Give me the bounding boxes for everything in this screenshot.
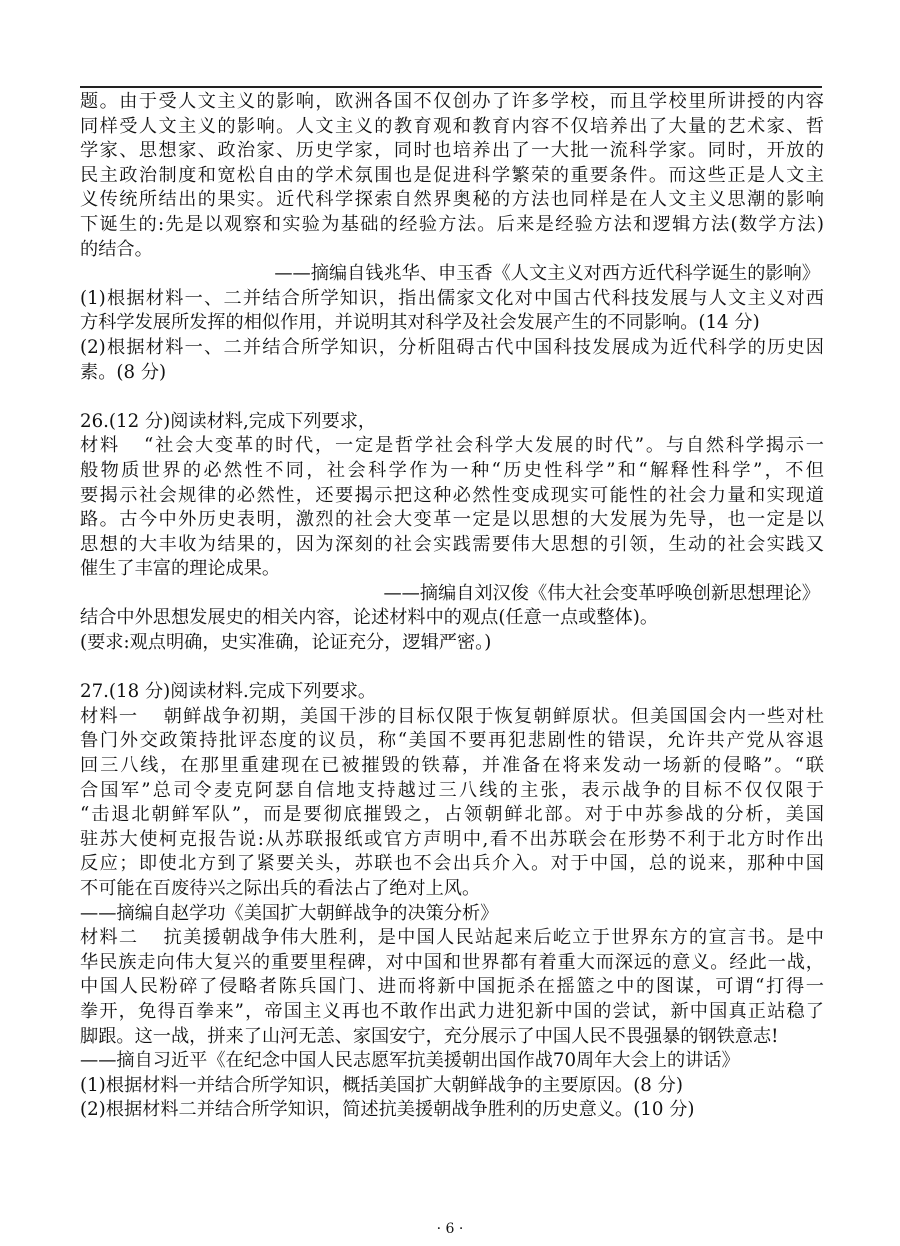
question-line: 方科学发展所发挥的相似作用，并说明其对科学及社会发展产生的不同影响。(14 分) — [80, 312, 760, 334]
text-line: 要揭示社会规律的必然性，还要揭示把这种必然性变成现实可能性的社会力量和实现道 — [80, 484, 824, 506]
material-text: 抗美援朝战争伟大胜利，是中国人民站起来后屹立于世界东方的宣言书。是中 — [162, 927, 824, 949]
text-line: 拳开，免得百拳来”，帝国主义再也不敢作出武力进犯新中国的尝试，新中国真正站稳了 — [80, 1000, 824, 1022]
spacer — [80, 385, 824, 410]
text-line: 催生了丰富的理论成果。 — [80, 558, 281, 580]
text-line: “击退北朝鲜军队”，而是要彻底摧毁之，占领朝鲜北部。对于中苏参战的分析，美国 — [80, 804, 824, 826]
page-number: · 6 · — [436, 1221, 464, 1237]
question-header: 26.(12 分)阅读材料,完成下列要求， — [80, 410, 377, 432]
spacer — [80, 656, 824, 681]
question-27 — [80, 680, 824, 1123]
intro-material — [80, 90, 824, 287]
material-label: 材料二 — [80, 927, 139, 949]
text-line: 下诞生的:先是以观察和实验为基础的经验方法。后来是经验方法和逻辑方法(数学方法) — [80, 213, 824, 235]
material-label: 材料 — [80, 435, 120, 457]
text-line: 义传统所结出的果实。近代科学探索自然界奥秘的方法也同样是在人文主义思潮的影响 — [80, 189, 824, 211]
material-text: 朝鲜战争初期，美国干涉的目标仅限于恢复朝鲜原状。但美国国会内一些对杜 — [162, 705, 824, 727]
text-line: 民主政治制度和宽松自由的学术氛围也是促进科学繁荣的重要条件。而这些正是人文主 — [80, 164, 824, 186]
task-line: 结合中外思想发展史的相关内容，论述材料中的观点(任意一点或整体)。 — [80, 607, 659, 629]
material-first-line — [80, 926, 824, 951]
material-first-line — [80, 705, 824, 730]
question-line: (1)根据材料一、二并结合所学知识，指出儒家文化对中国古代科技发展与人文主义对西 — [80, 287, 824, 309]
source-citation: ——摘编自刘汉俊《伟大社会变革呼唤创新思想理论》 — [383, 582, 820, 604]
intro-questions — [80, 287, 824, 385]
text-line: 反应；即使北方到了紧要关头，苏联也不会出兵介入。对于中国，总的说来，那种中国 — [80, 853, 824, 875]
text-line: 驻苏大使柯克报告说:从苏联报纸或官方声明中,看不出苏联会在形势不利于北方时作出 — [80, 828, 824, 850]
question-line: (2)根据材料二并结合所学知识，简述抗美援朝战争胜利的历史意义。(10 分) — [80, 1099, 695, 1121]
material-label: 材料一 — [80, 705, 139, 727]
text-line: 中国人民粉碎了侵略者陈兵国门、进而将新中国扼杀在摇篮之中的图谋，可谓“打得一 — [80, 976, 824, 998]
text-line: 鲁门外交政策持批评态度的议员，称“美国不要再犯悲剧性的错误，允许共产党从容退 — [80, 730, 824, 752]
source-citation: ——摘自习近平《在纪念中国人民志愿军抗美援朝出国作战70周年大会上的讲话》 — [80, 1050, 740, 1072]
text-line: 路。古今中外历史表明，激烈的社会大变革一定是以思想的大发展为先导，也一定是以 — [80, 509, 824, 531]
source-citation: ——摘编自钱兆华、申玉香《人文主义对西方近代科学诞生的影响》 — [274, 263, 820, 285]
question-line: 素。(8 分) — [80, 361, 167, 383]
text-line: 的结合。 — [80, 238, 153, 260]
text-line: 般物质世界的必然性不同，社会科学作为一种“历史性科学”和“解释性科学”，不但 — [80, 459, 824, 481]
text-line: 同样受人文主义的影响。人文主义的教育观和教育内容不仅培养出了大量的艺术家、哲 — [80, 115, 824, 137]
text-line: 学家、思想家、政治家、历史学家，同时也培养出了一大批一流科学家。同时，开放的 — [80, 140, 824, 162]
question-line: (1)根据材料一并结合所学知识，概括美国扩大朝鲜战争的主要原因。(8 分) — [80, 1074, 683, 1096]
material-text: “社会大变革的时代，一定是哲学社会科学大发展的时代”。与自然科学揭示一 — [143, 435, 824, 457]
text-line: 脚跟。这一战，拼来了山河无恙、家国安宁，充分展示了中国人民不畏强暴的钢铁意志! — [80, 1025, 779, 1047]
material-first-line — [80, 434, 824, 459]
requirement-line: (要求:观点明确，史实准确，论证充分，逻辑严密。) — [80, 632, 492, 654]
text-line: 题。由于受人文主义的影响，欧洲各国不仅创办了许多学校，而且学校里所讲授的内容 — [80, 91, 824, 112]
text-line: 回三八线，在那里重建现在已被摧毁的铁幕，并准备在将来发动一场新的侵略”。“联 — [80, 755, 824, 777]
text-line: 合国军”总司令麦克阿瑟自信地支持越过三八线的主张，表示战争的目标不仅仅限于 — [80, 779, 824, 801]
top-rule — [80, 86, 822, 88]
exam-page — [80, 90, 824, 1123]
question-header: 27.(18 分)阅读材料.完成下列要求。 — [80, 681, 377, 703]
text-line: 华民族走向伟大复兴的重要里程碑，对中国和世界都有着重大而深远的意义。经此一战， — [80, 951, 824, 973]
question-26 — [80, 410, 824, 656]
source-citation: ——摘编自赵学功《美国扩大朝鲜战争的决策分析》 — [80, 902, 499, 924]
question-line: (2)根据材料一、二并结合所学知识，分析阻碍古代中国科技发展成为近代科学的历史因 — [80, 336, 824, 358]
text-line: 不可能在百废待兴之际出兵的看法占了绝对上风。 — [80, 878, 481, 899]
text-line: 思想的大丰收为结果的，因为深刻的社会实践需要伟大思想的引领，生动的社会实践又 — [80, 533, 824, 555]
